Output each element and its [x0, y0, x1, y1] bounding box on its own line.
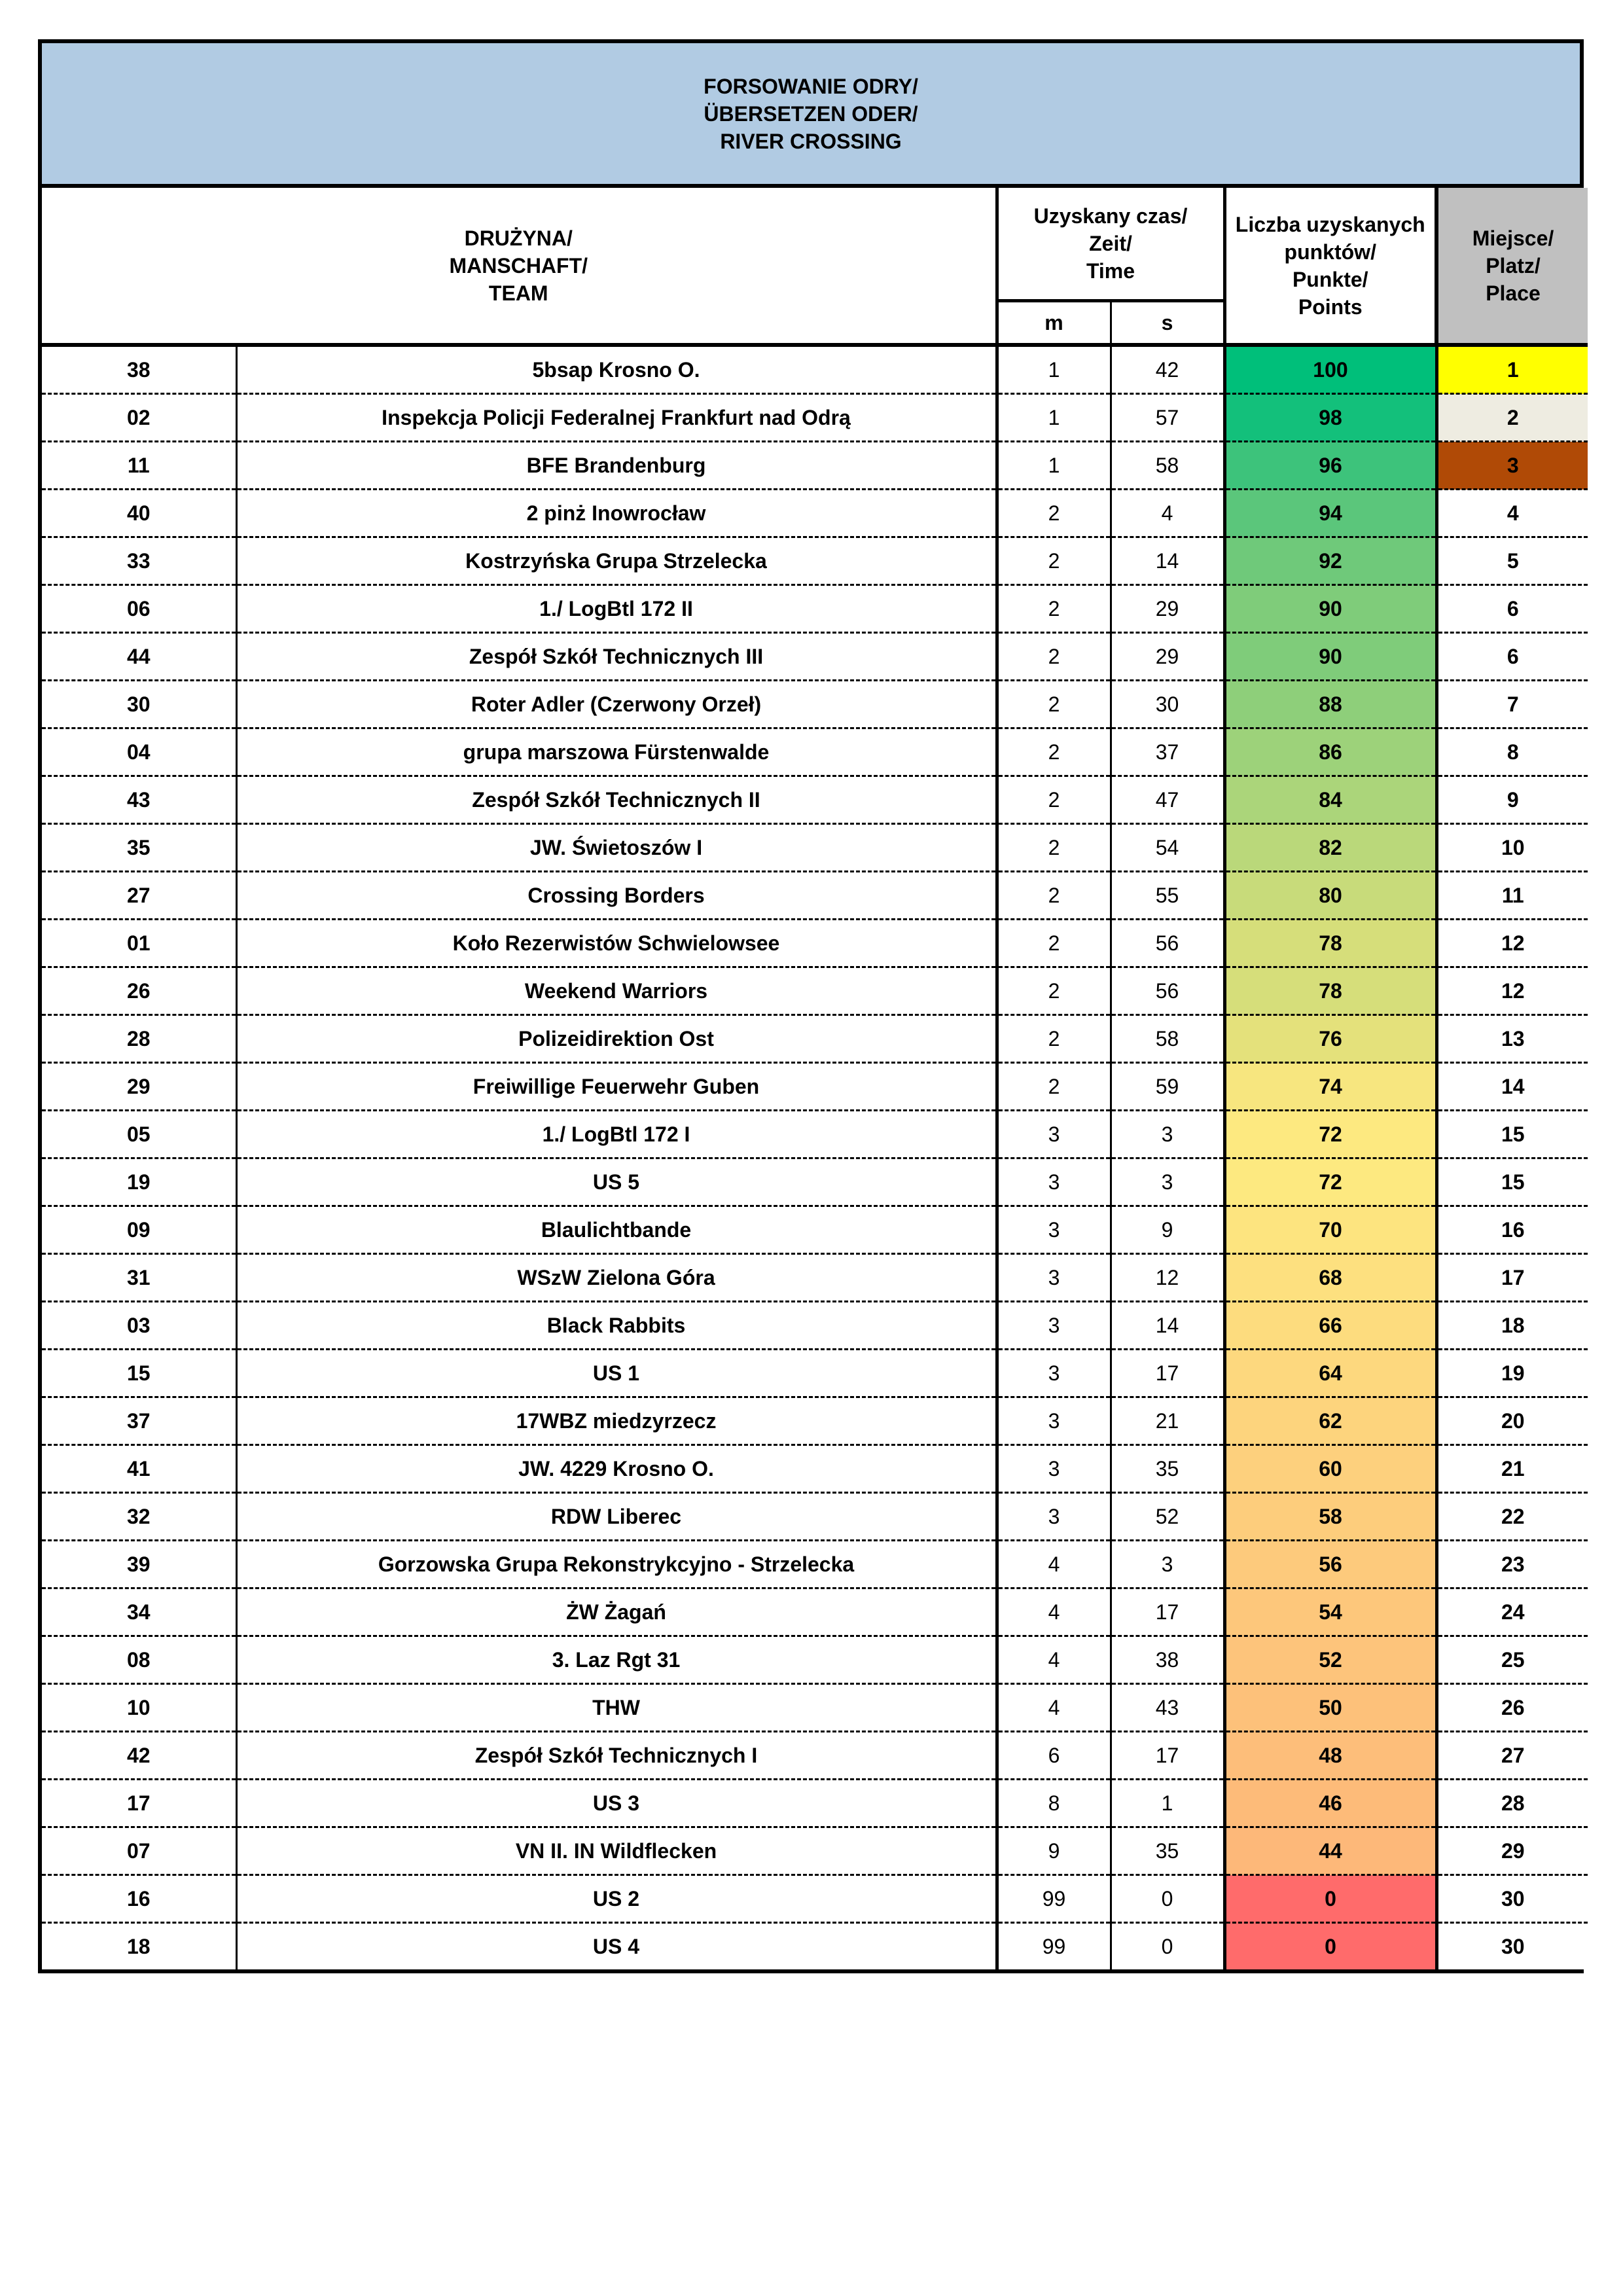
points-cell: 80	[1224, 872, 1436, 920]
table-row	[42, 1063, 1588, 1111]
points-cell: 78	[1224, 967, 1436, 1015]
table-row	[42, 442, 1588, 490]
seconds-cell: 58	[1111, 442, 1224, 490]
minutes-cell: 2	[997, 585, 1111, 633]
seconds-cell: 35	[1111, 1445, 1224, 1493]
points-cell: 98	[1224, 394, 1436, 442]
seconds-cell: 58	[1111, 1015, 1224, 1063]
points-cell: 76	[1224, 1015, 1436, 1063]
team-name-cell: 17WBZ miedzyrzecz	[236, 1397, 997, 1445]
table-row	[42, 1827, 1588, 1875]
seconds-cell: 9	[1111, 1206, 1224, 1254]
place-cell: 11	[1436, 872, 1588, 920]
points-cell: 90	[1224, 633, 1436, 681]
title-line-3: RIVER CROSSING	[720, 129, 902, 153]
seconds-cell: 59	[1111, 1063, 1224, 1111]
team-name-cell: RDW Liberec	[236, 1493, 997, 1541]
place-cell: 6	[1436, 633, 1588, 681]
minutes-cell: 9	[997, 1827, 1111, 1875]
team-number-cell: 40	[42, 490, 236, 537]
team-number-cell: 38	[42, 345, 236, 394]
minutes-cell: 2	[997, 1015, 1111, 1063]
team-number-cell: 02	[42, 394, 236, 442]
minutes-cell: 3	[997, 1302, 1111, 1350]
team-name-cell: 3. Laz Rgt 31	[236, 1636, 997, 1684]
seconds-cell: 12	[1111, 1254, 1224, 1302]
minutes-header: m	[997, 301, 1111, 346]
seconds-cell: 57	[1111, 394, 1224, 442]
place-cell: 27	[1436, 1732, 1588, 1780]
table-row	[42, 1302, 1588, 1350]
place-cell: 10	[1436, 824, 1588, 872]
team-number-cell: 32	[42, 1493, 236, 1541]
seconds-cell: 42	[1111, 345, 1224, 394]
team-name-cell: Polizeidirektion Ost	[236, 1015, 997, 1063]
team-number-cell: 35	[42, 824, 236, 872]
team-number-cell: 15	[42, 1350, 236, 1397]
place-cell: 2	[1436, 394, 1588, 442]
table-row	[42, 1350, 1588, 1397]
table-row	[42, 1541, 1588, 1588]
team-number-cell: 19	[42, 1158, 236, 1206]
place-cell: 12	[1436, 967, 1588, 1015]
seconds-cell: 37	[1111, 728, 1224, 776]
team-name-cell: 1./ LogBtl 172 II	[236, 585, 997, 633]
minutes-cell: 6	[997, 1732, 1111, 1780]
minutes-cell: 2	[997, 728, 1111, 776]
minutes-cell: 4	[997, 1636, 1111, 1684]
team-number-cell: 08	[42, 1636, 236, 1684]
place-cell: 19	[1436, 1350, 1588, 1397]
points-cell: 52	[1224, 1636, 1436, 1684]
place-cell: 12	[1436, 920, 1588, 967]
team-number-cell: 17	[42, 1780, 236, 1827]
seconds-cell: 38	[1111, 1636, 1224, 1684]
seconds-cell: 4	[1111, 490, 1224, 537]
place-cell: 7	[1436, 681, 1588, 728]
team-number-cell: 29	[42, 1063, 236, 1111]
place-cell: 20	[1436, 1397, 1588, 1445]
place-cell: 14	[1436, 1063, 1588, 1111]
seconds-cell: 43	[1111, 1684, 1224, 1732]
table-row	[42, 776, 1588, 824]
team-number-cell: 26	[42, 967, 236, 1015]
time-header: Uzyskany czas/ Zeit/ Time	[997, 188, 1224, 301]
place-cell: 16	[1436, 1206, 1588, 1254]
table-row	[42, 1923, 1588, 1970]
team-number-cell: 05	[42, 1111, 236, 1158]
table-row	[42, 1493, 1588, 1541]
place-cell: 24	[1436, 1588, 1588, 1636]
table-row	[42, 1684, 1588, 1732]
minutes-cell: 2	[997, 872, 1111, 920]
team-number-cell: 07	[42, 1827, 236, 1875]
team-header: DRUŻYNA/ MANSCHAFT/ TEAM	[449, 226, 588, 305]
table-row	[42, 585, 1588, 633]
team-name-cell: VN II. IN Wildflecken	[236, 1827, 997, 1875]
points-cell: 64	[1224, 1350, 1436, 1397]
points-cell: 94	[1224, 490, 1436, 537]
minutes-cell: 1	[997, 394, 1111, 442]
results-table	[42, 188, 1588, 1969]
place-header: Miejsce/ Platz/ Place	[1436, 188, 1588, 345]
team-number-cell: 04	[42, 728, 236, 776]
table-row	[42, 1254, 1588, 1302]
table-row	[42, 1445, 1588, 1493]
table-row	[42, 490, 1588, 537]
minutes-cell: 2	[997, 776, 1111, 824]
place-cell: 3	[1436, 442, 1588, 490]
place-cell: 6	[1436, 585, 1588, 633]
team-number-cell: 11	[42, 442, 236, 490]
minutes-cell: 2	[997, 920, 1111, 967]
points-cell: 44	[1224, 1827, 1436, 1875]
team-name-cell: 1./ LogBtl 172 I	[236, 1111, 997, 1158]
points-cell: 58	[1224, 1493, 1436, 1541]
minutes-cell: 2	[997, 490, 1111, 537]
team-number-cell: 30	[42, 681, 236, 728]
team-name-cell: US 1	[236, 1350, 997, 1397]
team-name-cell: BFE Brandenburg	[236, 442, 997, 490]
team-name-cell: Gorzowska Grupa Rekonstrykcyjno - Strzelecka	[236, 1541, 997, 1588]
table-row	[42, 1732, 1588, 1780]
points-cell: 74	[1224, 1063, 1436, 1111]
minutes-cell: 1	[997, 345, 1111, 394]
seconds-cell: 17	[1111, 1732, 1224, 1780]
minutes-cell: 2	[997, 1063, 1111, 1111]
seconds-cell: 56	[1111, 920, 1224, 967]
place-cell: 5	[1436, 537, 1588, 585]
place-cell: 29	[1436, 1827, 1588, 1875]
points-cell: 86	[1224, 728, 1436, 776]
table-row	[42, 872, 1588, 920]
table-row	[42, 1875, 1588, 1923]
place-cell: 25	[1436, 1636, 1588, 1684]
minutes-cell: 2	[997, 537, 1111, 585]
table-row	[42, 824, 1588, 872]
table-row	[42, 345, 1588, 394]
team-number-cell: 44	[42, 633, 236, 681]
results-sheet	[38, 39, 1584, 1973]
team-number-cell: 41	[42, 1445, 236, 1493]
place-cell: 8	[1436, 728, 1588, 776]
minutes-cell: 4	[997, 1684, 1111, 1732]
seconds-cell: 52	[1111, 1493, 1224, 1541]
seconds-cell: 0	[1111, 1875, 1224, 1923]
points-cell: 90	[1224, 585, 1436, 633]
table-row	[42, 633, 1588, 681]
seconds-cell: 14	[1111, 1302, 1224, 1350]
table-row	[42, 1636, 1588, 1684]
table-row	[42, 1397, 1588, 1445]
seconds-cell: 14	[1111, 537, 1224, 585]
place-cell: 26	[1436, 1684, 1588, 1732]
team-name-cell: Koło Rezerwistów Schwielowsee	[236, 920, 997, 967]
title-band	[42, 43, 1580, 188]
seconds-cell: 30	[1111, 681, 1224, 728]
team-number-cell: 28	[42, 1015, 236, 1063]
points-cell: 100	[1224, 345, 1436, 394]
table-row	[42, 681, 1588, 728]
points-header: Liczba uzyskanych punktów/ Punkte/ Points	[1224, 188, 1436, 345]
minutes-cell: 99	[997, 1923, 1111, 1970]
seconds-cell: 29	[1111, 633, 1224, 681]
team-name-cell: ŻW Żagań	[236, 1588, 997, 1636]
place-cell: 17	[1436, 1254, 1588, 1302]
title-line-1: FORSOWANIE ODRY/	[704, 74, 918, 98]
place-cell: 9	[1436, 776, 1588, 824]
team-number-cell: 31	[42, 1254, 236, 1302]
minutes-cell: 2	[997, 633, 1111, 681]
table-row	[42, 1111, 1588, 1158]
minutes-cell: 3	[997, 1350, 1111, 1397]
minutes-cell: 99	[997, 1875, 1111, 1923]
seconds-cell: 3	[1111, 1158, 1224, 1206]
seconds-cell: 0	[1111, 1923, 1224, 1970]
team-name-cell: Inspekcja Policji Federalnej Frankfurt nad Odrą	[236, 394, 997, 442]
minutes-cell: 4	[997, 1588, 1111, 1636]
team-name-cell: JW. 4229 Krosno O.	[236, 1445, 997, 1493]
team-number-cell: 06	[42, 585, 236, 633]
team-number-cell: 43	[42, 776, 236, 824]
place-cell: 30	[1436, 1875, 1588, 1923]
points-cell: 72	[1224, 1158, 1436, 1206]
team-number-cell: 37	[42, 1397, 236, 1445]
place-cell: 18	[1436, 1302, 1588, 1350]
points-cell: 68	[1224, 1254, 1436, 1302]
seconds-cell: 3	[1111, 1111, 1224, 1158]
place-cell: 28	[1436, 1780, 1588, 1827]
team-name-cell: Blaulichtbande	[236, 1206, 997, 1254]
minutes-cell: 3	[997, 1445, 1111, 1493]
team-name-cell: WSzW Zielona Góra	[236, 1254, 997, 1302]
seconds-cell: 55	[1111, 872, 1224, 920]
minutes-cell: 8	[997, 1780, 1111, 1827]
team-number-cell: 03	[42, 1302, 236, 1350]
team-number-cell: 33	[42, 537, 236, 585]
team-name-cell: JW. Świetoszów I	[236, 824, 997, 872]
team-name-cell: grupa marszowa Fürstenwalde	[236, 728, 997, 776]
place-cell: 15	[1436, 1111, 1588, 1158]
table-row	[42, 1015, 1588, 1063]
minutes-cell: 3	[997, 1206, 1111, 1254]
team-name-cell: Zespół Szkół Technicznych I	[236, 1732, 997, 1780]
minutes-cell: 4	[997, 1541, 1111, 1588]
team-name-cell: THW	[236, 1684, 997, 1732]
minutes-cell: 3	[997, 1158, 1111, 1206]
results-body	[42, 345, 1588, 1969]
team-name-cell: Roter Adler (Czerwony Orzeł)	[236, 681, 997, 728]
place-cell: 30	[1436, 1923, 1588, 1970]
place-cell: 23	[1436, 1541, 1588, 1588]
points-cell: 72	[1224, 1111, 1436, 1158]
team-name-cell: Black Rabbits	[236, 1302, 997, 1350]
table-row	[42, 728, 1588, 776]
team-name-cell: Zespół Szkół Technicznych III	[236, 633, 997, 681]
team-name-cell: 2 pinż Inowrocław	[236, 490, 997, 537]
table-row	[42, 537, 1588, 585]
points-cell: 0	[1224, 1875, 1436, 1923]
points-cell: 88	[1224, 681, 1436, 728]
table-row	[42, 394, 1588, 442]
seconds-cell: 47	[1111, 776, 1224, 824]
points-cell: 0	[1224, 1923, 1436, 1970]
points-cell: 50	[1224, 1684, 1436, 1732]
points-cell: 48	[1224, 1732, 1436, 1780]
table-row	[42, 967, 1588, 1015]
seconds-cell: 56	[1111, 967, 1224, 1015]
minutes-cell: 3	[997, 1111, 1111, 1158]
seconds-cell: 29	[1111, 585, 1224, 633]
points-cell: 82	[1224, 824, 1436, 872]
team-number-cell: 42	[42, 1732, 236, 1780]
minutes-cell: 3	[997, 1397, 1111, 1445]
team-name-cell: Freiwillige Feuerwehr Guben	[236, 1063, 997, 1111]
points-cell: 56	[1224, 1541, 1436, 1588]
place-cell: 21	[1436, 1445, 1588, 1493]
points-cell: 66	[1224, 1302, 1436, 1350]
team-name-cell: US 2	[236, 1875, 997, 1923]
seconds-cell: 17	[1111, 1350, 1224, 1397]
title-line-2: ÜBERSETZEN ODER/	[704, 101, 918, 126]
team-number-cell: 39	[42, 1541, 236, 1588]
place-cell: 1	[1436, 345, 1588, 394]
seconds-cell: 1	[1111, 1780, 1224, 1827]
minutes-cell: 2	[997, 824, 1111, 872]
table-row	[42, 920, 1588, 967]
team-number-cell: 16	[42, 1875, 236, 1923]
team-name-cell: US 5	[236, 1158, 997, 1206]
minutes-cell: 3	[997, 1493, 1111, 1541]
points-cell: 92	[1224, 537, 1436, 585]
place-cell: 22	[1436, 1493, 1588, 1541]
place-cell: 13	[1436, 1015, 1588, 1063]
table-row	[42, 1206, 1588, 1254]
seconds-cell: 54	[1111, 824, 1224, 872]
team-name-cell: 5bsap Krosno O.	[236, 345, 997, 394]
seconds-cell: 35	[1111, 1827, 1224, 1875]
points-cell: 96	[1224, 442, 1436, 490]
minutes-cell: 1	[997, 442, 1111, 490]
points-cell: 70	[1224, 1206, 1436, 1254]
minutes-cell: 2	[997, 681, 1111, 728]
team-number-cell: 01	[42, 920, 236, 967]
minutes-cell: 2	[997, 967, 1111, 1015]
seconds-cell: 21	[1111, 1397, 1224, 1445]
points-cell: 46	[1224, 1780, 1436, 1827]
team-name-cell: Kostrzyńska Grupa Strzelecka	[236, 537, 997, 585]
table-row	[42, 1158, 1588, 1206]
table-row	[42, 1780, 1588, 1827]
seconds-cell: 3	[1111, 1541, 1224, 1588]
points-cell: 84	[1224, 776, 1436, 824]
team-number-cell: 10	[42, 1684, 236, 1732]
place-cell: 15	[1436, 1158, 1588, 1206]
team-number-cell: 09	[42, 1206, 236, 1254]
team-name-cell: Weekend Warriors	[236, 967, 997, 1015]
team-number-cell: 18	[42, 1923, 236, 1970]
minutes-cell: 3	[997, 1254, 1111, 1302]
points-cell: 54	[1224, 1588, 1436, 1636]
team-number-cell: 34	[42, 1588, 236, 1636]
seconds-cell: 17	[1111, 1588, 1224, 1636]
place-cell: 4	[1436, 490, 1588, 537]
points-cell: 62	[1224, 1397, 1436, 1445]
points-cell: 60	[1224, 1445, 1436, 1493]
points-cell: 78	[1224, 920, 1436, 967]
team-name-cell: Zespół Szkół Technicznych II	[236, 776, 997, 824]
team-name-cell: US 3	[236, 1780, 997, 1827]
team-name-cell: US 4	[236, 1923, 997, 1970]
team-number-cell: 27	[42, 872, 236, 920]
table-row	[42, 1588, 1588, 1636]
team-name-cell: Crossing Borders	[236, 872, 997, 920]
seconds-header: s	[1111, 301, 1224, 346]
